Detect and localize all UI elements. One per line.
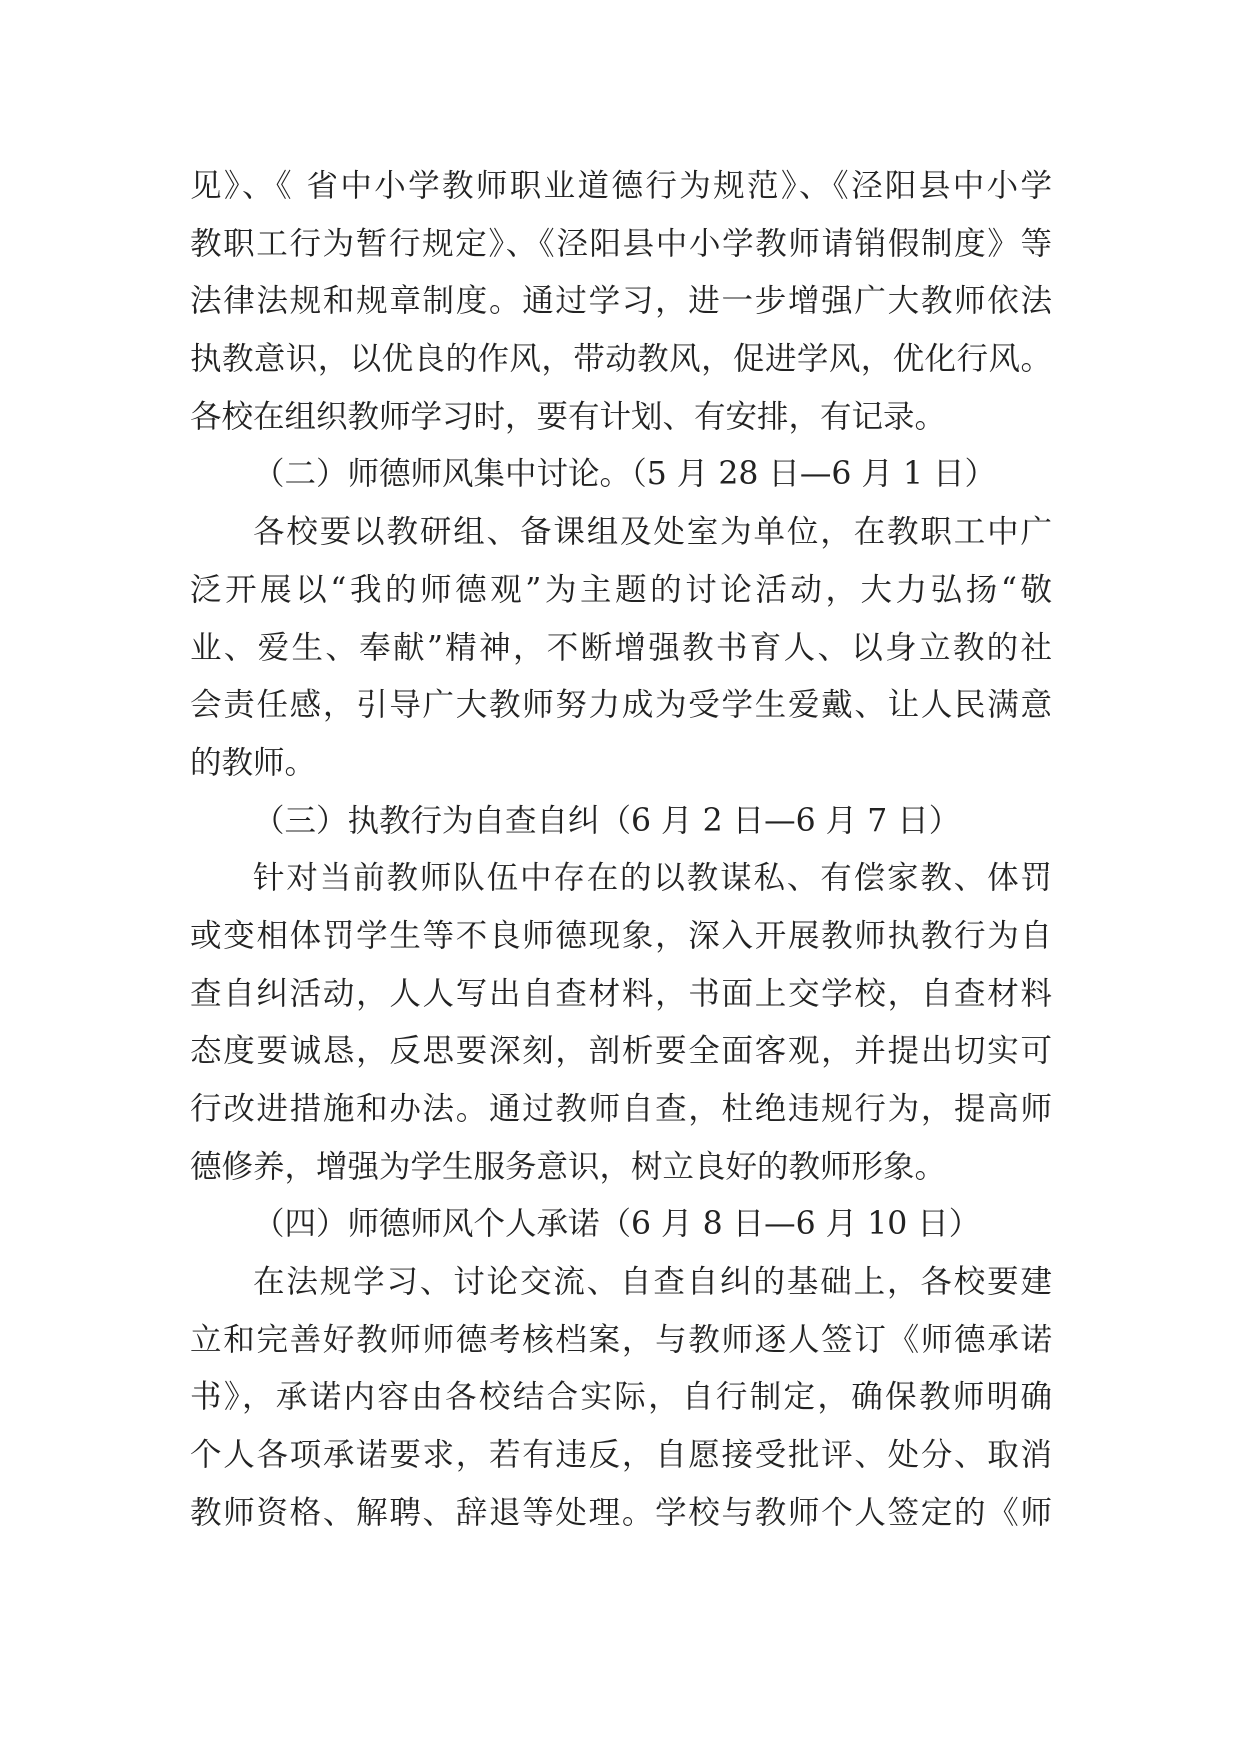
section-heading: （二）师德师风集中讨论。（5 月 28 日—6 月 1 日） bbox=[253, 456, 997, 493]
document-body bbox=[190, 158, 1052, 1543]
text-line: 教职工行为暂行规定》、《泾阳县中小学教师请销假制度》等 bbox=[190, 225, 1052, 262]
text-line: 教师资格、解聘、辞退等处理。学校与教师个人签定的《师 bbox=[190, 1494, 1052, 1531]
section-heading: （三）执教行为自查自纠（6 月 2 日—6 月 7 日） bbox=[253, 802, 961, 839]
text-line: 泛开展以“我的师德观”为主题的讨论活动，大力弘扬“敬 bbox=[190, 571, 1052, 608]
text-line: 各校要以教研组、备课组及处室为单位，在教职工中广 bbox=[253, 514, 1052, 551]
text-line: 的教师。 bbox=[190, 744, 317, 781]
text-line: 针对当前教师队伍中存在的以教谋私、有偿家教、体罚 bbox=[253, 860, 1052, 897]
text-line: 德修养，增强为学生服务意识，树立良好的教师形象。 bbox=[190, 1148, 947, 1185]
text-line: 会责任感，引导广大教师努力成为受学生爱戴、让人民满意 bbox=[190, 687, 1052, 724]
text-line: 个人各项承诺要求，若有违反，自愿接受批评、处分、取消 bbox=[190, 1437, 1052, 1474]
text-line: 在法规学习、讨论交流、自查自纠的基础上，各校要建 bbox=[253, 1264, 1052, 1301]
text-line: 业、爱生、奉献”精神，不断增强教书育人、以身立教的社 bbox=[190, 629, 1052, 666]
section-heading: （四）师德师风个人承诺（6 月 8 日—6 月 10 日） bbox=[253, 1206, 981, 1243]
text-line: 或变相体罚学生等不良师德现象，深入开展教师执教行为自 bbox=[190, 917, 1052, 954]
text-line: 各校在组织教师学习时，要有计划、有安排，有记录。 bbox=[190, 398, 947, 435]
text-line: 态度要诚恳，反思要深刻，剖析要全面客观，并提出切实可 bbox=[190, 1033, 1052, 1070]
text-line: 执教意识，以优良的作风，带动教风，促进学风，优化行风。 bbox=[190, 341, 1052, 378]
text-line: 立和完善好教师师德考核档案，与教师逐人签订《师德承诺 bbox=[190, 1321, 1052, 1358]
text-line: 查自纠活动，人人写出自查材料，书面上交学校，自查材料 bbox=[190, 975, 1052, 1012]
text-line: 行改进措施和办法。通过教师自查，杜绝违规行为，提高师 bbox=[190, 1091, 1052, 1127]
text-line: 见》、《 省中小学教师职业道德行为规范》、《泾阳县中小学 bbox=[190, 168, 1052, 204]
text-line: 书》，承诺内容由各校结合实际，自行制定，确保教师明确 bbox=[190, 1379, 1052, 1416]
text-line: 法律法规和规章制度。通过学习，进一步增强广大教师依法 bbox=[190, 283, 1052, 320]
